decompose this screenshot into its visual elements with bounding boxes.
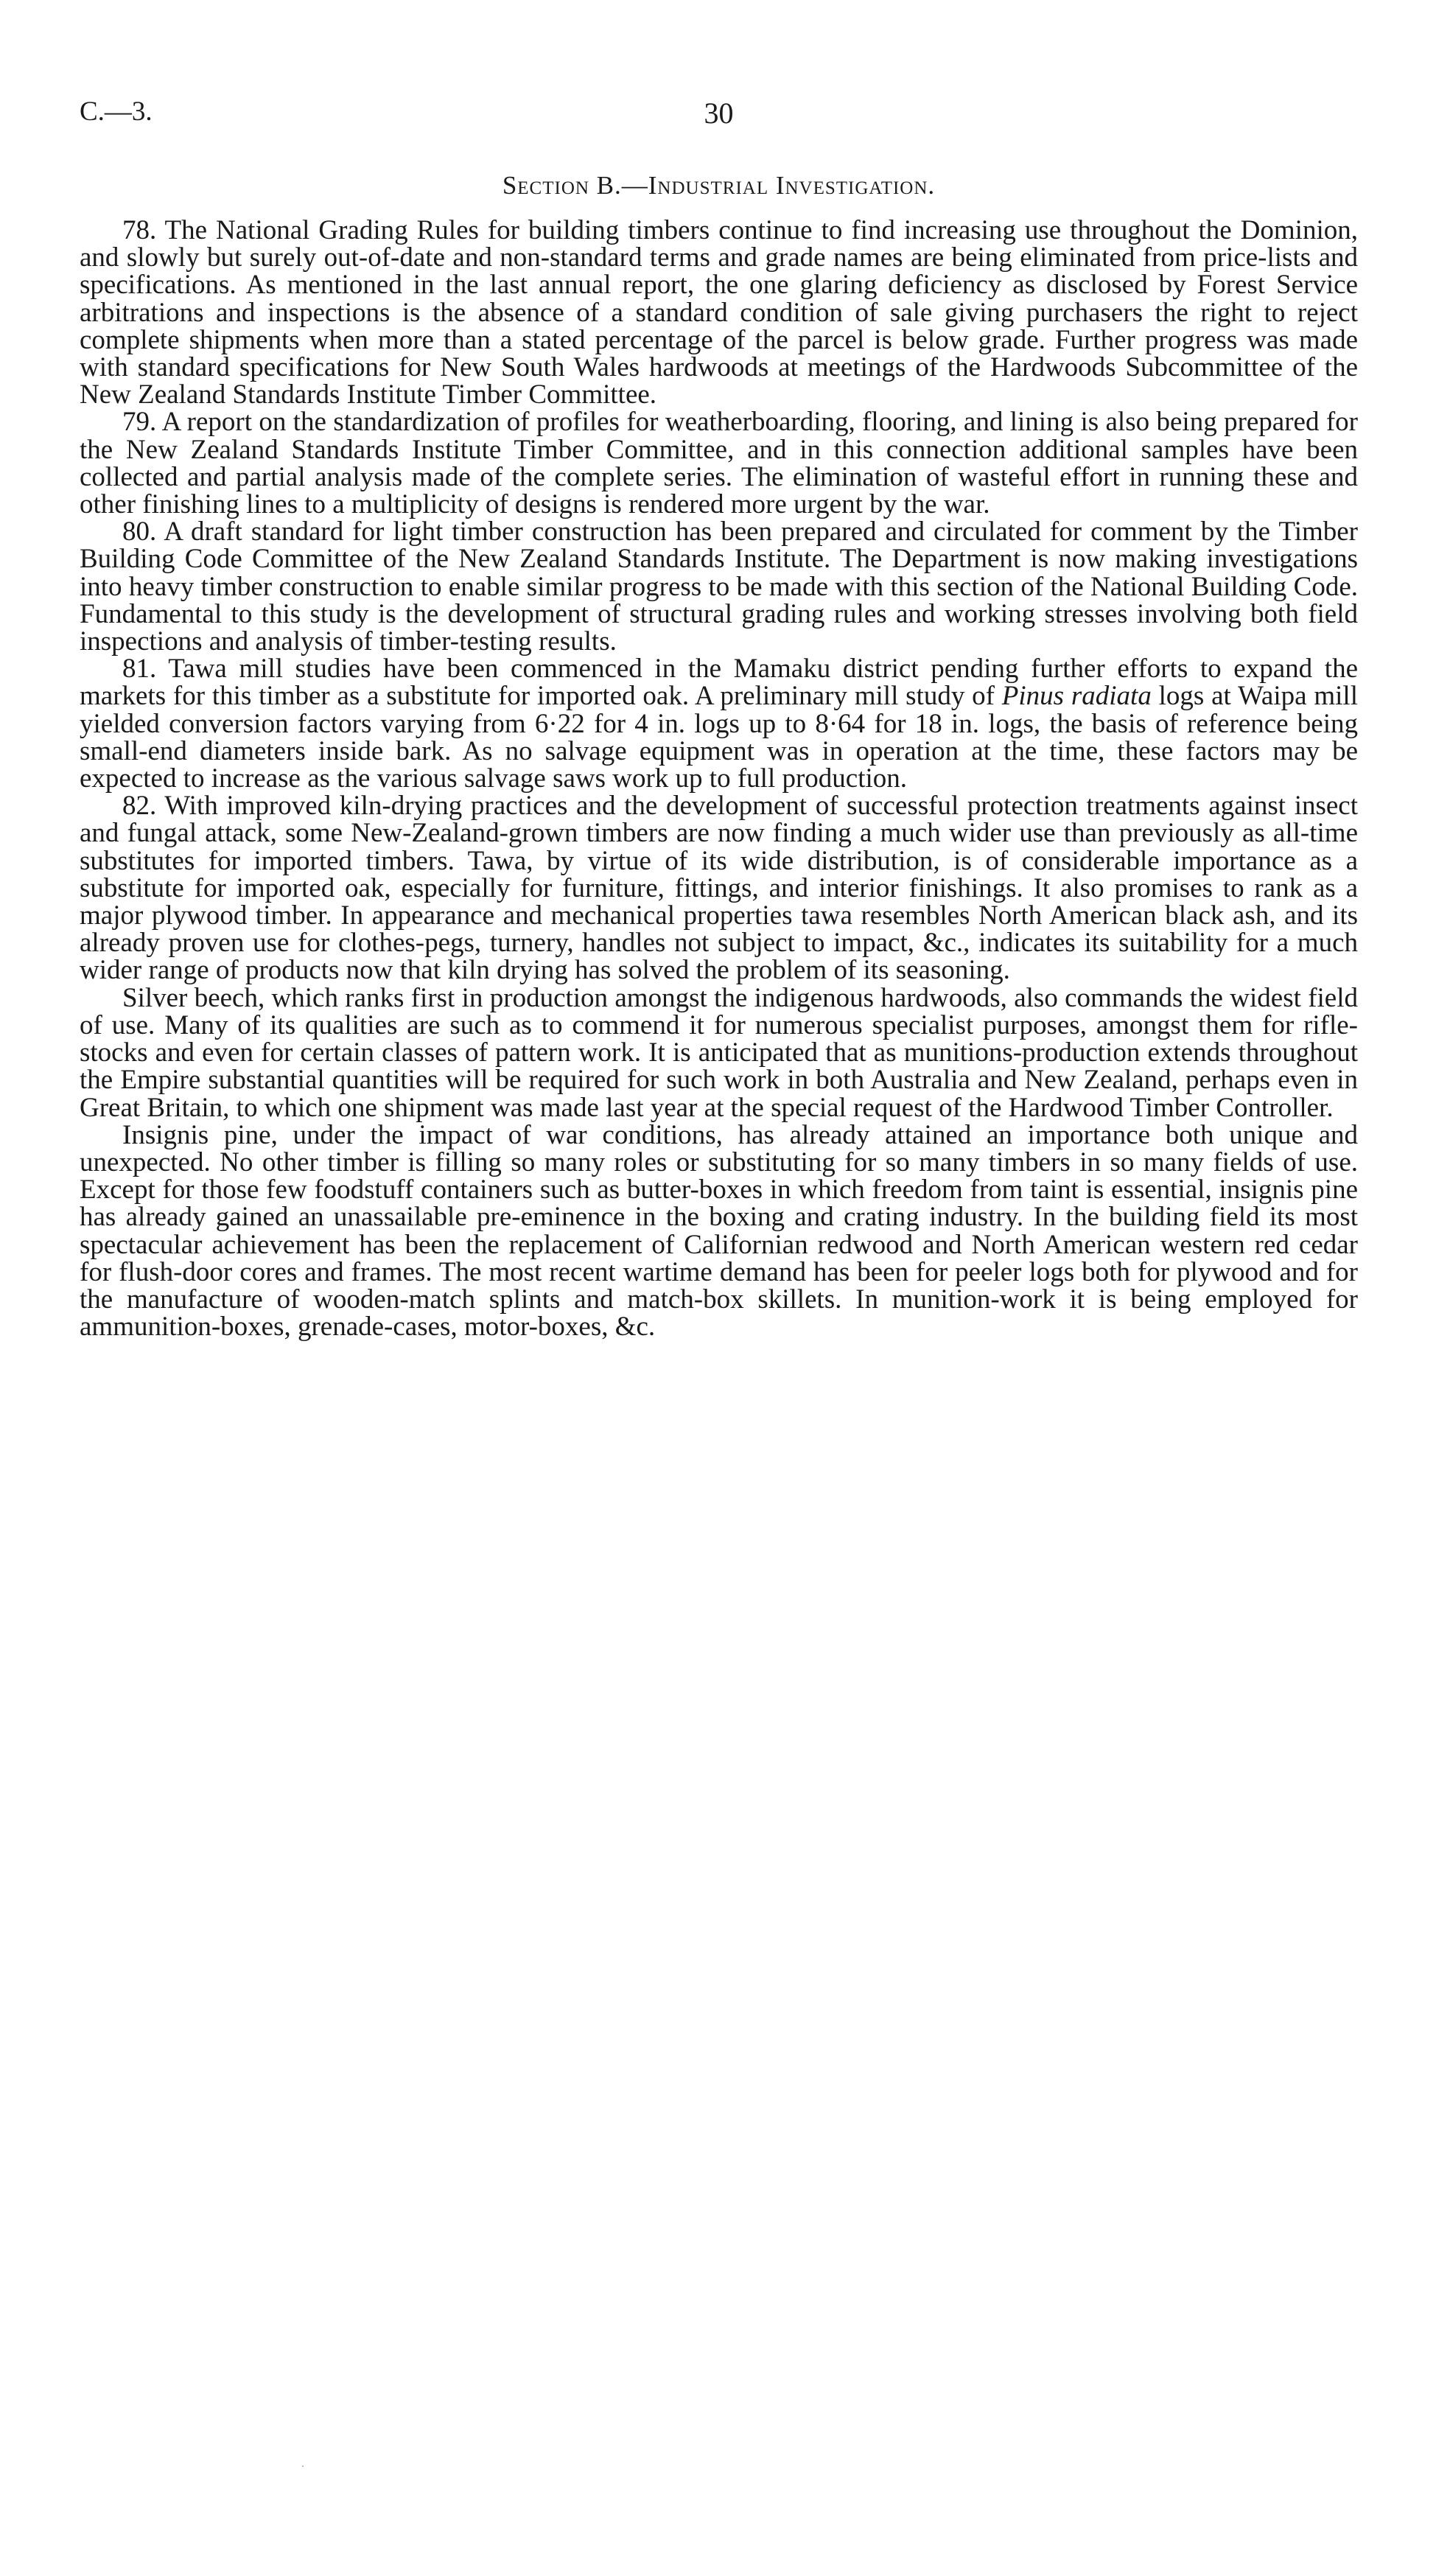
page-header — [80, 88, 1358, 133]
page-number: 30 — [704, 97, 734, 130]
paragraph-silver-beech: Silver beech, which ranks first in production amongst the indigenous hardwoods, also commands the widest field of use. Many of its qualities are such as to commend it for numerous specialist purposes, amongst them for rifle-stocks and even for certain classes of pattern work. It is anticipated that as munitions-production extends throughout the Empire substantial quantities will be required for such work in both Australia and New Zealand, perhaps even in Great Britain, to which one shipment was made last year at the special request of the Hardwood Timber Controller. — [80, 982, 1358, 1123]
paragraph-78: 78. The National Grading Rules for building timbers continue to find increasing use throughout the Dominion, and slowly but surely out-of-date and non-standard terms and grade names are being eliminated from price-lists and specifications. As mentioned in the last annual report, the one glaring deficiency as disclosed by Forest Service arbitrations and inspections is the absence of a standard condition of sale giving purchasers the right to reject complete shipments when more than a stated percentage of the parcel is below grade. Further progress was made with standard specifications for New South Wales hardwoods at meetings of the Hardwoods Subcommittee of the New Zealand Standards Institute Timber Committee. — [80, 215, 1358, 410]
page-speck — [302, 2465, 304, 2467]
section-title: Section B.—Industrial Investigation. — [502, 171, 936, 200]
paragraph-81-start: 81. Tawa mill studies have been commenced in the Mamaku district pending further efforts to expand the markets for this timber as a substitute for imported oak. A preliminary mill study of — [80, 654, 1358, 712]
paragraph-79: 79. A report on the standardization of profiles for weatherboarding, flooring, and lining is also being prepared for the New Zealand Standards Institute Timber Committee, and in this connection additional samples have been collected and partial analysis made of the complete series. The elimination of wasteful effort in running these and other finishing lines to a multiplicity of designs is rendered more urgent by the war. — [80, 407, 1358, 520]
paragraph-81 — [80, 655, 1358, 792]
paragraph-81-end: logs at Waipa mill yielded conversion factors varying from 6·22 for 4 in. logs up to 8·64 for 18 in. logs, the basis of reference being small-end diameters inside bark. As no salvage equipment was in operation at the time, these factors may be expected to increase as the various salvage saws work up to full production. — [80, 681, 1358, 794]
document-reference: C.—3. — [80, 97, 153, 127]
paragraph-80: 80. A draft standard for light timber construction has been prepared and circulated for comment by the Timber Building Code Committee of the New Zealand Standards Institute. The Department is now making investigations into heavy timber construction to enable similar progress to be made with this section of the National Building Code. Fundamental to this study is the development of structural grading rules and working stresses involving both field inspections and analysis of timber-testing results. — [80, 517, 1358, 657]
species-name-italic: Pinus radiata — [1001, 681, 1152, 712]
document-page — [80, 88, 1358, 1343]
body-text — [80, 215, 1358, 1343]
paragraph-82: 82. With improved kiln-drying practices and the development of successful protection treatments against insect and fungal attack, some New-Zealand-grown timbers are now finding a much wider use than previously as all-time substitutes for imported timbers. Tawa, by virtue of its wide distribution, is of considerable importance as a substitute for imported oak, especially for furniture, fittings, and interior finishings. It also promises to rank as a major plywood timber. In appearance and mechanical properties tawa resembles North American black ash, and its already proven use for clothes-pegs, turnery, handles not subject to impact, &c., indicates its suitability for a much wider range of products now that kiln drying has solved the problem of its seasoning. — [80, 791, 1358, 986]
paragraph-insignis-pine: Insignis pine, under the impact of war conditions, has already attained an importance both unique and unexpected. No other timber is filling so many roles or substituting for so many timbers in so many fields of use. Except for those few foodstuff containers such as butter-boxes in which freedom from taint is essential, insignis pine has already gained an unassailable pre-eminence in the boxing and crating industry. In the building field its most spectacular achievement has been the replacement of Californian redwood and North American western red cedar for flush-door cores and frames. The most recent wartime demand has been for peeler logs both for plywood and for the manufacture of wooden-match splints and match-box skillets. In munition-work it is being employed for ammunition-boxes, grenade-cases, motor-boxes, &c. — [80, 1119, 1358, 1343]
